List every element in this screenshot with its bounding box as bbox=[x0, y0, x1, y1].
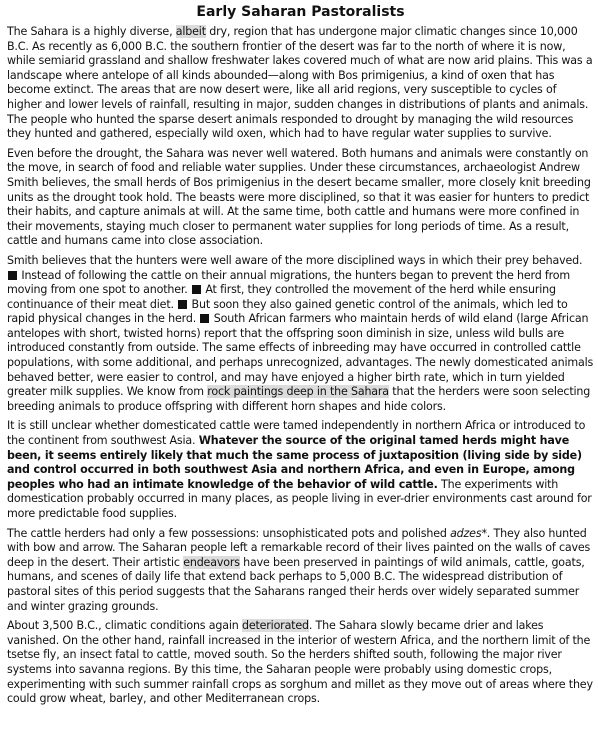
p5-text-a: The cattle herders had only a few possessions: unsophisticated pots and polished bbox=[7, 526, 451, 540]
paragraph-1 bbox=[7, 25, 594, 142]
paragraph-4 bbox=[7, 419, 594, 521]
p3-text-b: Instead of following the cattle on their annual migrations, the hunters began to prevent the herd from moving from one spot to another. bbox=[7, 268, 571, 297]
insertion-square-2[interactable] bbox=[192, 285, 201, 294]
passage-title: Early Saharan Pastoralists bbox=[196, 4, 405, 20]
p4-text-a: It is still unclear whether domesticated cattle were tamed independently in northern Africa or introduced to the continent from southwest Asia. bbox=[7, 419, 586, 448]
bold-sentence: Whatever the source of the original tamed herds might have been, it seems entirely likely that much the same process of juxtaposition (living side by side) and control occurred in both southwest Asia and northern Africa, and even in Europe, among peoples who had an intimate knowledge of the behavior of wild cattle. bbox=[7, 434, 582, 491]
paragraph-2: Even before the drought, the Sahara was never well watered. Both humans and animals were constantly on the move, in search of food and reliable water supplies. Under these circumstances, archaeologist Andrew Smith believes, the small herds of Bos primigenius in the desert became smaller, more closely knit breeding units as the drought took hold. The beasts were more disciplined, so that it was easier for hunters to predict their habits, and capture animals at will. At the same time, both cattle and humans were more confined in their movements, staying much closer to permanent water supplies for long periods of time. As a result, cattle and humans came into close association. bbox=[7, 146, 591, 248]
p1-text-a: The Sahara is a highly diverse, bbox=[7, 25, 176, 38]
paragraph-5 bbox=[7, 527, 594, 615]
p3-text-f: that the herders were soon selecting breeding animals to produce offspring with different horn shapes and hide colors. bbox=[7, 385, 591, 413]
glossary-word-adzes: adzes bbox=[450, 526, 482, 540]
p3-text-c: At first, they controlled the movement of the herd while ensuring continuance of their meat diet. bbox=[7, 283, 556, 311]
highlighted-word-endeavors[interactable]: endeavors bbox=[183, 555, 240, 569]
p1-text-b: dry, region that has undergone major climatic changes since 10,000 B.C. As recently as 6,000 B.C. the southern frontier of the desert was far to the north of where it is now, while semiarid grassland and shallow freshwater lakes covered much of what are now arid plains. This was a landscape where antelope of all kinds abounded—along with Bos primigenius, a kind of oxen that has become extinct. The areas that are now desert were, like all arid regions, very susceptible to cycles of higher and lower levels of rainfall, resulting in major, sudden changes in distributions of plants and animals. The people who hunted the sparse desert animals responded to drought by managing the wild resources they hunted and gathered, especially wild oxen, which had to have regular water supplies to survive. bbox=[7, 25, 593, 141]
insertion-square-4[interactable] bbox=[200, 314, 209, 323]
p6-text-a: About 3,500 B.C., climatic conditions again bbox=[7, 619, 242, 633]
p4-text-b: The experiments with domestication probably occurred in many places, as people living in ever-drier environments cast around for more predictable food supplies. bbox=[7, 477, 592, 520]
paragraph-3 bbox=[7, 254, 594, 415]
p6-text-b: . The Sahara slowly became drier and lakes vanished. On the other hand, rainfall increased in the interior of western Africa, and the northern limit of the tsetse fly, an insect fatal to cattle, moved south. So the herders shifted south, following the major river systems into savanna regions. By this time, the Saharan people were probably using domestic crops, experimenting with such summer rainfall crops as sorghum and millet as they move out of areas where they could grow wheat, barley, and other Mediterranean crops. bbox=[7, 619, 593, 706]
highlighted-phrase-rock-paintings[interactable]: rock paintings deep in the Sahara bbox=[207, 385, 389, 399]
insertion-square-1[interactable] bbox=[8, 271, 17, 280]
p3-text-e: South African farmers who maintain herds of wild eland (large African antelopes with short, twisted horns) report that the offspring soon diminish in size, unless wild bulls are introduced constantly from outside. The same effects of inbreeding may have occurred in controlled cattle populations, with some additional, and perhaps unrecognized, advantages. The newly domesticated animals behaved better, were easier to control, and may have enjoyed a higher birth rate, which in turn yielded greater milk supplies. We know from bbox=[7, 312, 594, 399]
paragraph-6 bbox=[7, 619, 594, 707]
p3-text-d: But soon they also gained genetic control of the animals, which led to rapid physical changes in the herd. bbox=[7, 297, 568, 326]
highlighted-word-albeit[interactable]: albeit bbox=[175, 25, 206, 38]
p5-text-b: *. They also hunted with bow and arrow. The Saharan people left a remarkable record of their lives painted on the walls of caves deep in the desert. Their artistic bbox=[7, 526, 591, 569]
insertion-square-3[interactable] bbox=[178, 300, 187, 309]
p3-text-a: Smith believes that the hunters were well aware of the more disciplined ways in which their prey behaved. bbox=[7, 253, 583, 267]
highlighted-word-deteriorated[interactable]: deteriorated bbox=[241, 619, 309, 633]
p5-text-c: have been preserved in paintings of wild animals, cattle, goats, humans, and scenes of daily life that extend back perhaps to 5,000 B.C. The widespread distribution of pastoral sites of this period suggests that the Saharans ranged their herds over widely separated summer and winter grazing grounds. bbox=[7, 555, 585, 613]
